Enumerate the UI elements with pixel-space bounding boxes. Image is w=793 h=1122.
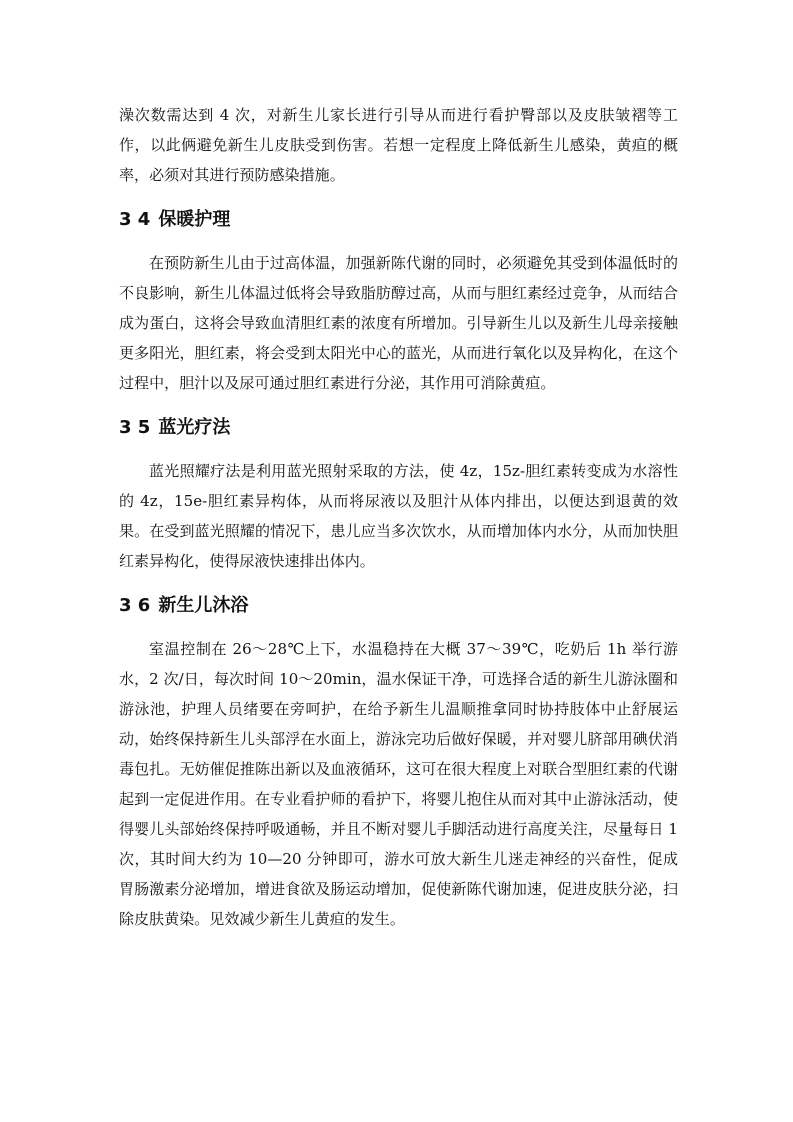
section-title: 保暖护理	[158, 209, 231, 230]
section-heading-3-4	[119, 202, 678, 238]
paragraph-blue-light-therapy: 蓝光照耀疗法是利用蓝光照射采取的方法，使 4z，15z-胆红素转变成为水溶性的 4z，15e-胆红素异构体，从而将尿液以及胆汁从体内排出，以便达到退黄的效果。在受到蓝光照耀的情况下，患儿应当多次饮水，从而增加体内水分，从而加快胆红素异构化，使得尿液快速排出体内。	[119, 462, 678, 570]
section-title: 新生儿沐浴	[158, 595, 249, 616]
paragraph-continuation: 澡次数需达到 4 次，对新生儿家长进行引导从而进行看护臀部以及皮肤皱褶等工作，以此俩避免新生儿皮肤受到伤害。若想一定程度上降低新生儿感染，黄疸的概率，必须对其进行预防感染措施。	[119, 106, 678, 184]
section-number: 3 5	[119, 417, 151, 438]
paragraph-newborn-bathing: 室温控制在 26～28℃上下，水温稳持在大概 37～39℃，吃奶后 1h 举行游水，2 次/日，每次时间 10～20min，温水保证干净，可选择合适的新生儿游泳圈和游泳池，护理人员绪要在旁呵护，在给予新生儿温顺推拿同时协持肢体中止舒展运动，始终保持新生儿头部浮在水面上，游泳完功后做好保暖，并对婴儿脐部用碘伏消毒包扎。无妨催促推陈出新以及血液循环，这可在很大程度上对联合型胆红素的代谢起到一定促进作用。在专业看护师的看护下，将婴儿抱住从而对其中止游泳活动，使得婴儿头部始终保持呼吸通畅，并且不断对婴儿手脚活动进行高度关注，尽量每日 1 次，其时间大约为 10—20 分钟即可，游水可放大新生儿迷走神经的兴奋性，促成胃肠激素分泌增加，增进食欲及肠运动增加，促使新陈代谢加速，促进皮肤分泌，扫除皮肤黄染。见效减少新生儿黄疸的发生。	[119, 640, 678, 928]
section-title: 蓝光疗法	[158, 417, 231, 438]
section-heading-3-5	[119, 410, 678, 446]
section-number: 3 4	[119, 209, 151, 230]
section-number: 3 6	[119, 595, 151, 616]
paragraph-warmth-care: 在预防新生儿由于过高体温，加强新陈代谢的同时，必须避免其受到体温低时的不良影响，新生儿体温过低将会导致脂肪醇过高，从而与胆红素经过竞争，从而结合成为蛋白，这将会导致血清胆红素的浓度有所增加。引导新生儿以及新生儿母亲接触更多阳光，胆红素，将会受到太阳光中心的蓝光，从而进行氧化以及异构化，在这个过程中，胆汁以及尿可通过胆红素进行分泌，其作用可消除黄疸。	[119, 254, 678, 392]
section-heading-3-6	[119, 588, 678, 624]
page-content	[119, 100, 678, 934]
